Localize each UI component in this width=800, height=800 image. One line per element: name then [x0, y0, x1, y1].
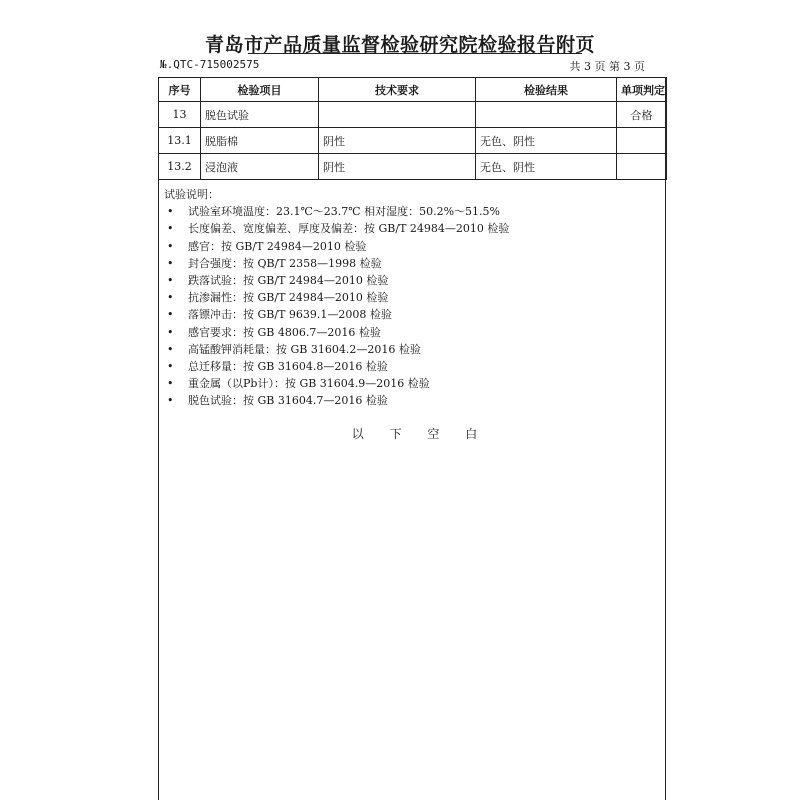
note-text: 总迁移量：按 GB 31604.8—2016 检验	[188, 360, 388, 374]
table-row	[159, 102, 667, 128]
row-requirement: 阴性	[319, 128, 476, 154]
bullet-icon: •	[167, 256, 174, 270]
row-item: 浸泡液	[201, 154, 319, 180]
report-number: №.QTC-715002575	[160, 58, 260, 71]
list-item	[164, 358, 509, 375]
header-result: 检验结果	[476, 78, 617, 102]
list-item	[164, 238, 509, 255]
list-item	[164, 203, 509, 220]
row-result: 无色、阴性	[476, 154, 617, 180]
note-text: 长度偏差、宽度偏差、厚度及偏差：按 GB/T 24984—2010 检验	[188, 222, 510, 236]
row-judgement	[617, 128, 667, 154]
row-judgement: 合格	[617, 102, 667, 128]
results-table	[158, 77, 667, 180]
row-requirement	[319, 102, 476, 128]
notes-list	[164, 203, 509, 409]
table-header-row	[159, 78, 667, 102]
bullet-icon: •	[167, 360, 174, 374]
list-item	[164, 375, 509, 392]
note-text: 高锰酸钾消耗量：按 GB 31604.2—2016 检验	[188, 342, 421, 356]
row-no: 13.1	[159, 128, 201, 154]
table-row	[159, 154, 667, 180]
list-item	[164, 392, 509, 409]
report-title: 青岛市产品质量监督检验研究院检验报告附页	[204, 34, 595, 56]
bullet-icon: •	[167, 291, 174, 305]
bullet-icon: •	[167, 325, 174, 339]
list-item	[164, 289, 509, 306]
list-item	[164, 341, 509, 358]
note-text: 重金属（以Pb计）：按 GB 31604.9—2016 检验	[188, 377, 430, 391]
row-no: 13	[159, 102, 201, 128]
bullet-icon: •	[167, 239, 174, 253]
list-item	[164, 306, 509, 323]
test-notes	[164, 186, 509, 410]
list-item	[164, 324, 509, 341]
row-judgement	[617, 154, 667, 180]
list-item	[164, 220, 509, 237]
page-count: 共 3 页 第 3 页	[569, 60, 645, 73]
bullet-icon: •	[167, 342, 174, 356]
note-text: 跌落试验：按 GB/T 24984—2010 检验	[188, 274, 389, 288]
note-text: 脱色试验：按 GB 31604.7—2016 检验	[188, 394, 388, 408]
row-requirement: 阴性	[319, 154, 476, 180]
row-result: 无色、阴性	[476, 128, 617, 154]
row-no: 13.2	[159, 154, 201, 180]
notes-heading: 试验说明：	[164, 188, 219, 201]
bullet-icon: •	[167, 222, 174, 236]
list-item	[164, 272, 509, 289]
end-of-content-mark: 以 下 空 白	[351, 427, 479, 441]
header-requirement: 技术要求	[319, 78, 476, 102]
header-judgement: 单项判定	[617, 78, 667, 102]
note-text: 感官：按 GB/T 24984—2010 检验	[188, 239, 367, 253]
note-text: 感官要求：按 GB 4806.7—2016 检验	[188, 325, 381, 339]
title-underline	[248, 53, 582, 54]
bullet-icon: •	[167, 394, 174, 408]
bullet-icon: •	[167, 377, 174, 391]
note-text: 试验室环境温度：23.1℃～23.7℃ 相对湿度：50.2%～51.5%	[188, 205, 500, 219]
note-text: 抗渗漏性：按 GB/T 24984—2010 检验	[188, 291, 389, 305]
bullet-icon: •	[167, 205, 174, 219]
row-item: 脱色试验	[201, 102, 319, 128]
note-text: 封合强度：按 QB/T 2358—1998 检验	[188, 256, 382, 270]
bullet-icon: •	[167, 308, 174, 322]
bullet-icon: •	[167, 274, 174, 288]
table-row	[159, 128, 667, 154]
note-text: 落镖冲击：按 GB/T 9639.1—2008 检验	[188, 308, 392, 322]
header-item: 检验项目	[201, 78, 319, 102]
header-no: 序号	[159, 78, 201, 102]
row-result	[476, 102, 617, 128]
list-item	[164, 255, 509, 272]
row-item: 脱脂棉	[201, 128, 319, 154]
